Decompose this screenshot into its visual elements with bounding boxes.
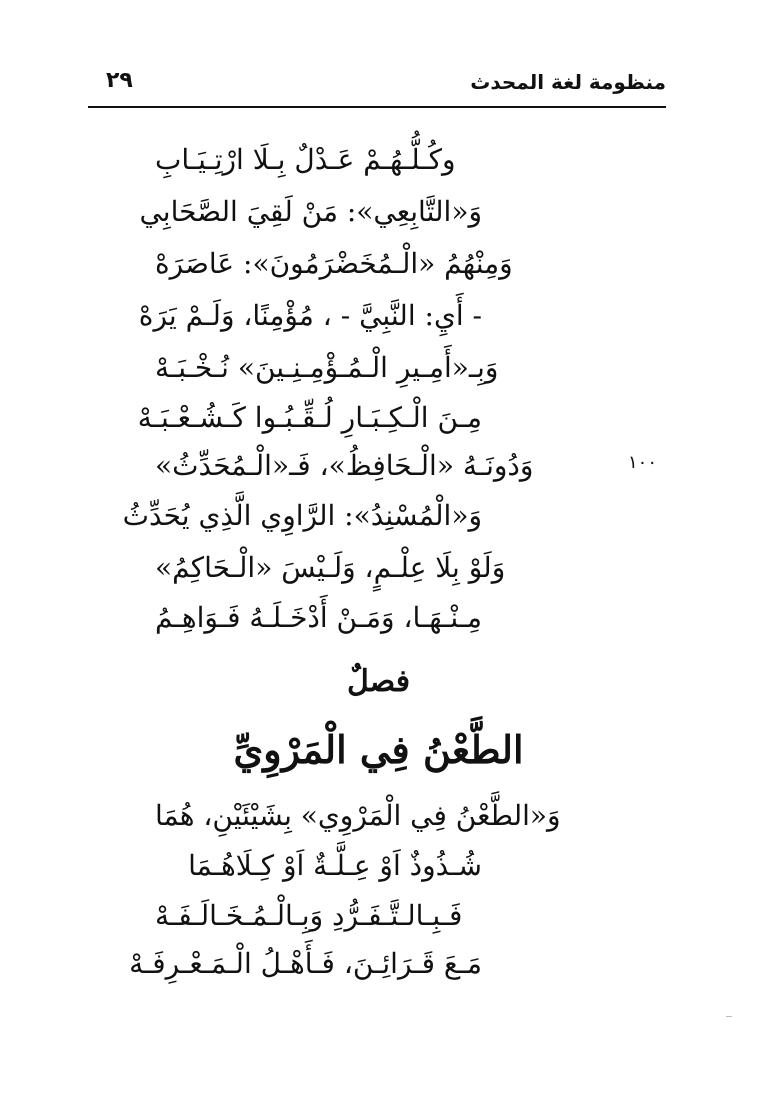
section-label: فصلٌ bbox=[346, 664, 411, 699]
page-number: ٢٩ bbox=[106, 68, 133, 93]
verse-line: وَبِـ«أَمِـيرِ الْـمُـؤْمِـنِـينَ» نُـخْـبَـهْ bbox=[155, 351, 499, 384]
chapter-title: الطَّعْنُ فِي الْمَرْوِيِّ bbox=[233, 727, 524, 772]
verse-line: وَ«الطَّعْنُ فِي الْمَرْوِي» بِشَيْئَيْنِ، هُمَا bbox=[155, 799, 561, 832]
verse-line: وَدُونَـهُ «الْـحَافِظُ»، فَـ«الْـمُحَدِّثُ» bbox=[155, 449, 534, 482]
verse-line: مِـنَ الْـكِـبَـارِ لُـقِّـبُـوا كَـشُـعْـبَـهْ bbox=[137, 401, 482, 434]
verse-number: ١٠٠ bbox=[628, 452, 658, 473]
page-header bbox=[88, 62, 666, 102]
verse-line: مِـنْـهَـا، وَمَـنْ أَدْخَـلَـهُ فَـوَاهِـمُ bbox=[155, 601, 482, 634]
verse-line: وَمِنْهُمُ «الْـمُخَضْرَمُونَ»: عَاصَرَهْ bbox=[155, 247, 513, 280]
verse-line: فَـبِـالـتَّـفَـرُّدِ وَبِـالْـمُـخَـالَـفَـهْ bbox=[155, 899, 463, 932]
verse-line: شُـذُوذٌ اَوْ عِـلَّـةٌ اَوْ كِـلَاهُـمَا bbox=[188, 849, 482, 882]
verse-line: وكُـلُّـهُـمْ عَـدْلٌ بِـلَا ارْتِـيَـابِ bbox=[155, 143, 456, 176]
verse-line: - أَيِ: النَّبِيَّ - ، مُؤْمِنًا، وَلَـمْ يَرَهْ bbox=[138, 299, 482, 332]
verse-line: مَـعَ قَـرَائِـنَ، فَـأَهْـلُ الْـمَـعْـرِفَـهْ bbox=[129, 947, 482, 980]
verse-line: وَ«الْمُسْنِدُ»: الرَّاوِي الَّذِي يُحَدِّثُ bbox=[122, 499, 482, 532]
header-rule bbox=[88, 106, 666, 108]
verse-line: وَلَوْ بِلَا عِلْـمٍ، وَلَـيْسَ «الْـحَاكِمُ» bbox=[155, 551, 506, 584]
verse-line: وَ«التَّابِعِي»: مَنْ لَقِيَ الصَّحَابِي bbox=[139, 195, 482, 228]
running-title: منظومة لغة المحدث bbox=[470, 70, 666, 94]
margin-mark bbox=[726, 1016, 732, 1017]
